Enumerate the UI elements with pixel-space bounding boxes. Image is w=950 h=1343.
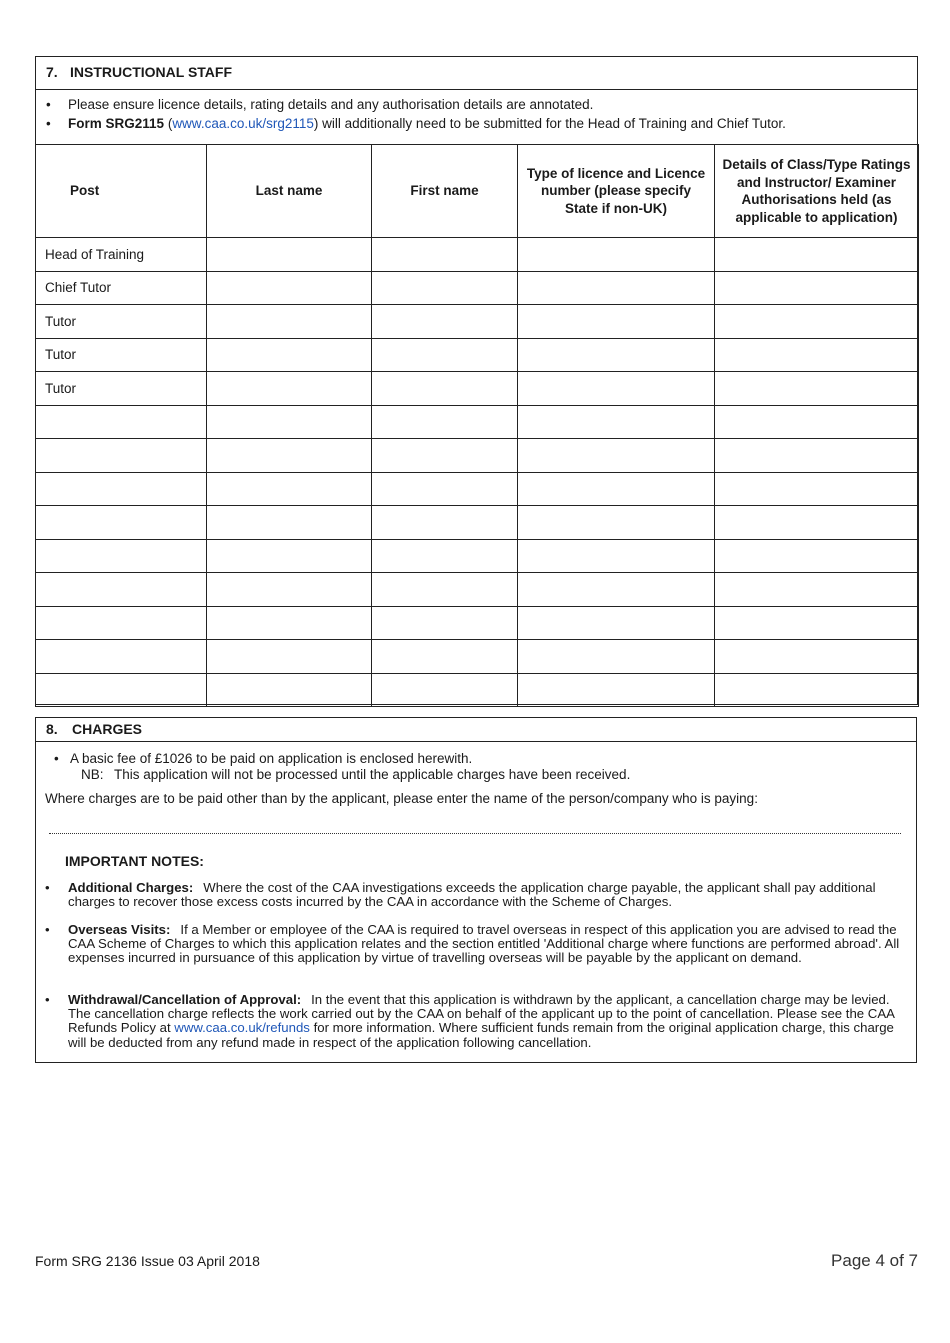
column-header-post: Post: [36, 145, 207, 238]
staff-table: [35, 144, 919, 707]
ratings-cell[interactable]: [715, 238, 919, 272]
fee-text: A basic fee of £1026 to be paid on application is enclosed herewith.: [69, 751, 473, 766]
licence-cell[interactable]: [518, 640, 715, 674]
post-cell: [36, 539, 207, 573]
last-name-cell[interactable]: [207, 606, 372, 640]
section-number: 8.: [46, 721, 58, 737]
refunds-link[interactable]: www.caa.co.uk/refunds: [174, 1020, 310, 1036]
licence-cell[interactable]: [518, 506, 715, 540]
table-row: [36, 472, 919, 506]
table-row: [36, 372, 919, 406]
section-charges: [35, 717, 917, 1063]
note-text: Where the cost of the CAA investigations exceeds the application charge payable, the applicant shall pay additional charges to recover those excess costs incurred by the CAA in accordance with the Scheme of Charges.: [68, 880, 876, 910]
first-name-cell[interactable]: [372, 606, 518, 640]
ratings-cell[interactable]: [715, 405, 919, 439]
post-cell: [36, 606, 207, 640]
table-row: [36, 305, 919, 339]
srg2115-link[interactable]: www.caa.co.uk/srg2115: [172, 116, 314, 131]
first-name-cell[interactable]: [372, 405, 518, 439]
licence-cell[interactable]: [518, 606, 715, 640]
table-header-row: [36, 145, 919, 238]
table-row: [36, 640, 919, 674]
bullet-icon: •: [45, 922, 50, 937]
section-title: INSTRUCTIONAL STAFF: [70, 64, 233, 80]
post-cell: [36, 673, 207, 707]
licence-cell[interactable]: [518, 338, 715, 372]
instruction-text: Please ensure licence details, rating details and any authorisation details are annotated.: [68, 97, 594, 112]
post-cell: Chief Tutor: [36, 271, 207, 305]
ratings-cell[interactable]: [715, 573, 919, 607]
licence-cell[interactable]: [518, 405, 715, 439]
nb-label: NB:: [81, 767, 104, 782]
note-title: Withdrawal/Cancellation of Approval:: [68, 992, 302, 1007]
table-row: [36, 238, 919, 272]
post-cell: [36, 506, 207, 540]
payer-name-field[interactable]: [49, 833, 901, 834]
last-name-cell[interactable]: [207, 405, 372, 439]
post-cell: [36, 439, 207, 473]
bullet-icon: •: [54, 751, 70, 766]
ratings-cell[interactable]: [715, 506, 919, 540]
note-withdrawal: [45, 993, 907, 1050]
nb-note: [81, 767, 630, 782]
column-header-last-name: Last name: [207, 145, 372, 238]
section-instructional-staff: [35, 56, 918, 705]
table-row: [36, 271, 919, 305]
ratings-cell[interactable]: [715, 472, 919, 506]
table-row: [36, 606, 919, 640]
nb-text: This application will not be processed until the applicable charges have been received.: [114, 767, 631, 782]
first-name-cell[interactable]: [372, 372, 518, 406]
column-header-ratings: Details of Class/Type Ratings and Instructor/ Examiner Authorisations held (as applicable to application): [715, 145, 919, 238]
note-text: If a Member or employee of the CAA is required to travel overseas in respect of this application you are advised to read the CAA Scheme of Charges to which this application relates and the section entitled 'Additional charge where functions are performed abroad'. All expenses incurred in pursuance of this application by virtue of travelling overseas will be payable by the applicant on demand.: [68, 922, 900, 966]
table-row: [36, 539, 919, 573]
post-cell: [36, 573, 207, 607]
table-row: [36, 673, 919, 707]
first-name-cell[interactable]: [372, 238, 518, 272]
first-name-cell[interactable]: [372, 338, 518, 372]
licence-cell[interactable]: [518, 372, 715, 406]
last-name-cell[interactable]: [207, 539, 372, 573]
licence-cell[interactable]: [518, 539, 715, 573]
fee-item: [54, 749, 472, 768]
instruction-item: [46, 95, 917, 114]
last-name-cell[interactable]: [207, 305, 372, 339]
table-row: [36, 506, 919, 540]
ratings-cell[interactable]: [715, 271, 919, 305]
instruction-text: ) will additionally need to be submitted for the Head of Training and Chief Tutor.: [313, 116, 786, 131]
ratings-cell[interactable]: [715, 439, 919, 473]
ratings-cell[interactable]: [715, 305, 919, 339]
licence-cell[interactable]: [518, 305, 715, 339]
instructions: [36, 90, 917, 144]
last-name-cell[interactable]: [207, 439, 372, 473]
first-name-cell[interactable]: [372, 573, 518, 607]
post-cell: [36, 640, 207, 674]
note-text: In the event that this application is withdrawn by the applicant, a cancellation charge may be levied. The cancellation charge reflects the work carried out by the CAA on behalf of the applicant up to the point of cancellation. Please see the CAA Refunds Policy at: [68, 992, 895, 1036]
first-name-cell[interactable]: [372, 439, 518, 473]
last-name-cell[interactable]: [207, 238, 372, 272]
last-name-cell[interactable]: [207, 506, 372, 540]
licence-cell[interactable]: [518, 472, 715, 506]
bullet-icon: •: [45, 992, 50, 1007]
note-title: Overseas Visits:: [68, 922, 171, 937]
section-number: 7.: [46, 64, 58, 80]
bullet-icon: •: [45, 880, 50, 895]
licence-cell[interactable]: [518, 238, 715, 272]
ratings-cell[interactable]: [715, 338, 919, 372]
post-cell: [36, 472, 207, 506]
instruction-item: [46, 114, 917, 133]
licence-cell[interactable]: [518, 271, 715, 305]
post-cell: Head of Training: [36, 238, 207, 272]
table-row: [36, 573, 919, 607]
ratings-cell[interactable]: [715, 673, 919, 707]
column-header-licence: Type of licence and Licence number (please specify State if non-UK): [518, 145, 715, 238]
first-name-cell[interactable]: [372, 539, 518, 573]
important-notes-heading: IMPORTANT NOTES:: [65, 853, 204, 869]
form-reference: Form SRG2115: [68, 116, 165, 131]
form-identifier: Form SRG 2136 Issue 03 April 2018: [35, 1253, 260, 1269]
last-name-cell[interactable]: [207, 372, 372, 406]
post-cell: Tutor: [36, 372, 207, 406]
page-number: Page 4 of 7: [831, 1251, 918, 1270]
section-header: [36, 57, 917, 90]
section-header: [36, 718, 916, 742]
last-name-cell[interactable]: [207, 472, 372, 506]
post-cell: Tutor: [36, 338, 207, 372]
last-name-cell[interactable]: [207, 573, 372, 607]
licence-cell[interactable]: [518, 439, 715, 473]
note-title: Additional Charges:: [68, 880, 194, 895]
last-name-cell[interactable]: [207, 640, 372, 674]
post-cell: Tutor: [36, 305, 207, 339]
first-name-cell[interactable]: [372, 640, 518, 674]
licence-cell[interactable]: [518, 573, 715, 607]
ratings-cell[interactable]: [715, 539, 919, 573]
post-cell: [36, 405, 207, 439]
table-row: [36, 439, 919, 473]
first-name-cell[interactable]: [372, 506, 518, 540]
table-row: [36, 405, 919, 439]
note-additional-charges: [45, 881, 907, 909]
first-name-cell[interactable]: [372, 673, 518, 707]
last-name-cell[interactable]: [207, 338, 372, 372]
note-overseas-visits: [45, 923, 907, 966]
payer-instruction: Where charges are to be paid other than by the applicant, please enter the name of the person/company who is paying:: [45, 791, 758, 806]
ratings-cell[interactable]: [715, 640, 919, 674]
ratings-cell[interactable]: [715, 372, 919, 406]
paren-open: (: [167, 116, 173, 131]
bullet-icon: •: [46, 97, 51, 112]
first-name-cell[interactable]: [372, 305, 518, 339]
first-name-cell[interactable]: [372, 271, 518, 305]
ratings-cell[interactable]: [715, 606, 919, 640]
note-text: for more information. Where sufficient funds remain from the original application charge, this charge will be deducted from any refund made in respect of the application following cancellation.: [68, 1020, 894, 1050]
table-row: [36, 338, 919, 372]
last-name-cell[interactable]: [207, 673, 372, 707]
column-header-first-name: First name: [372, 145, 518, 238]
last-name-cell[interactable]: [207, 271, 372, 305]
licence-cell[interactable]: [518, 673, 715, 707]
first-name-cell[interactable]: [372, 472, 518, 506]
section-title: CHARGES: [72, 721, 143, 737]
bullet-icon: •: [46, 116, 51, 131]
